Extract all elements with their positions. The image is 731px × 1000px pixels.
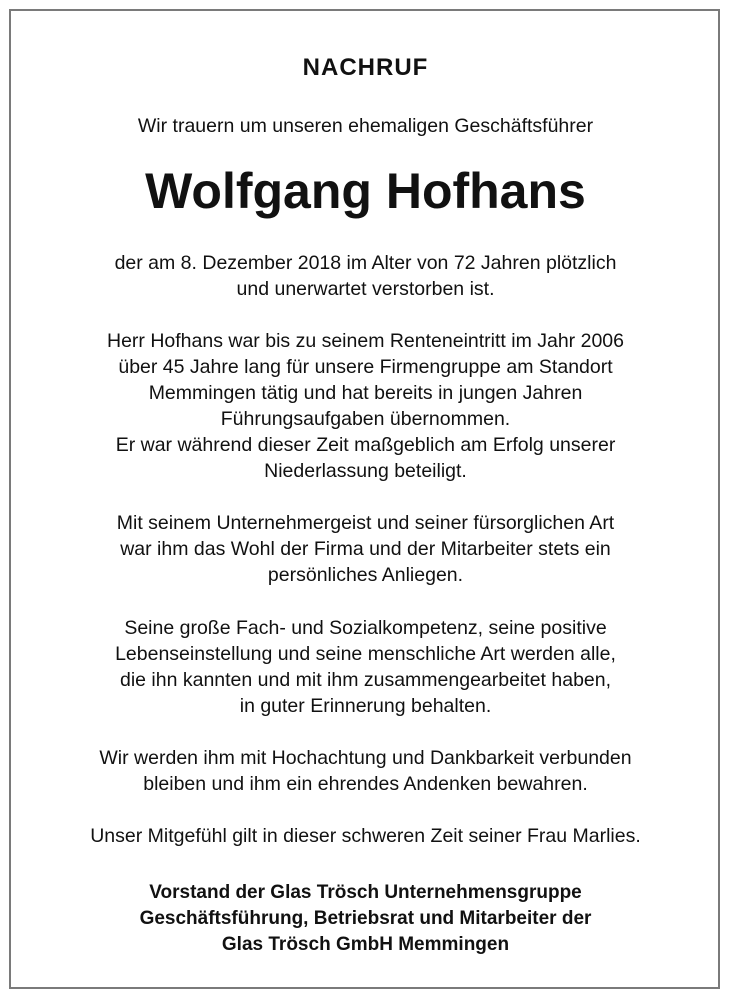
text-line: Niederlassung beteiligt. bbox=[264, 460, 467, 482]
signature-line: Glas Trösch GmbH Memmingen bbox=[221, 934, 510, 955]
text-line: Herr Hofhans war bis zu seinem Renteneintritt im Jahr 2006 bbox=[107, 330, 624, 352]
text-line: Seine große Fach- und Sozialkompetenz, seine positive bbox=[124, 617, 607, 639]
text-line: die ihn kannten und mit ihm zusammengearbeitet haben, bbox=[119, 669, 612, 691]
text-line: in guter Erinnerung behalten. bbox=[239, 695, 492, 717]
text-line: Mit seinem Unternehmergeist und seiner fürsorglichen Art bbox=[116, 512, 615, 534]
text-line: Er war während dieser Zeit maßgeblich am Erfolg unserer bbox=[115, 434, 616, 456]
text-line: über 45 Jahre lang für unsere Firmengruppe am Standort bbox=[118, 356, 613, 378]
signature-line: Geschäftsführung, Betriebsrat und Mitarbeiter der bbox=[139, 908, 592, 929]
text-line: Lebenseinstellung und seine menschliche Art werden alle, bbox=[115, 643, 616, 665]
text-line: persönliches Anliegen. bbox=[267, 564, 464, 586]
deceased-name: Wolfgang Hofhans bbox=[145, 163, 586, 219]
text-line: war ihm das Wohl der Firma und der Mitarbeiter stets ein bbox=[120, 538, 611, 560]
text-line: Memmingen tätig und hat bereits in jungen Jahren bbox=[148, 382, 583, 404]
text-line: der am 8. Dezember 2018 im Alter von 72 Jahren plötzlich bbox=[114, 252, 617, 274]
text-line: Wir werden ihm mit Hochachtung und Dankbarkeit verbunden bbox=[99, 747, 632, 769]
text-line: Führungsaufgaben übernommen. bbox=[220, 408, 511, 430]
intro-line: Wir trauern um unseren ehemaligen Geschäftsführer bbox=[137, 115, 594, 137]
text-line: bleiben und ihm ein ehrendes Andenken bewahren. bbox=[143, 773, 588, 795]
signature-line: Vorstand der Glas Trösch Unternehmensgruppe bbox=[149, 882, 582, 903]
heading: NACHRUF bbox=[302, 54, 429, 81]
text-line: und unerwartet verstorben ist. bbox=[236, 278, 495, 300]
text-line: Unser Mitgefühl gilt in dieser schweren Zeit seiner Frau Marlies. bbox=[90, 825, 641, 847]
